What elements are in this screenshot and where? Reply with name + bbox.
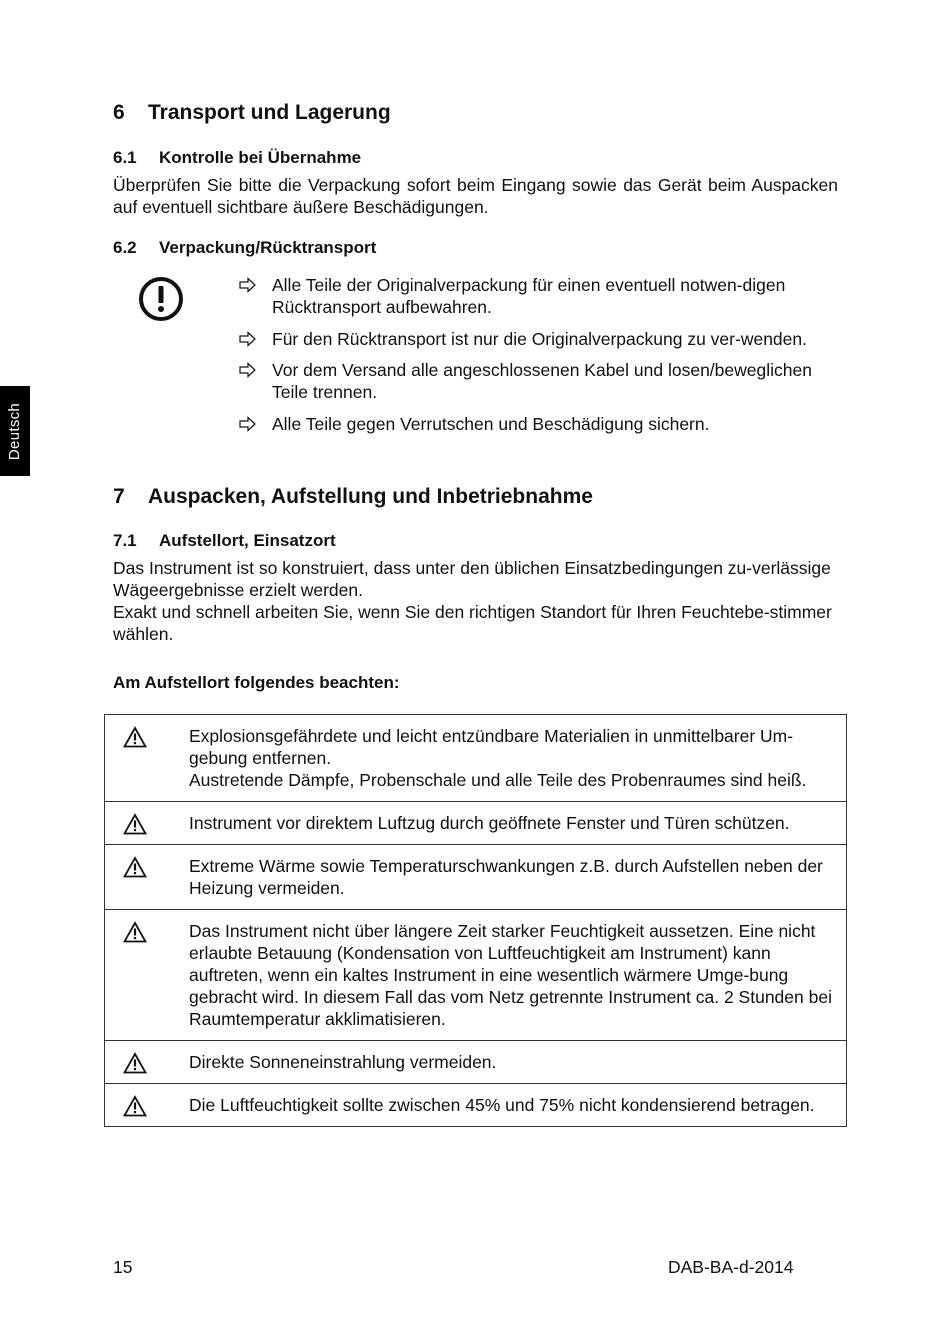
warning-triangle-icon — [123, 813, 147, 835]
warning-text: Extreme Wärme sowie Temperaturschwankungen z.B. durch Aufstellen neben der Heizung vermeiden. — [189, 856, 823, 898]
arrow-right-icon — [238, 274, 258, 296]
exclamation-circle-icon — [138, 276, 184, 322]
warning-text-cell — [180, 845, 847, 910]
warning-triangle-icon — [123, 921, 147, 943]
warning-row — [105, 1041, 847, 1084]
warning-text: Die Luftfeuchtigkeit sollte zwischen 45% und 75% nicht kondensierend betragen. — [189, 1095, 815, 1115]
warning-text: Instrument vor direktem Luftzug durch geöffnete Fenster und Türen schützen. — [189, 813, 790, 833]
section-7-1-text-1: Das Instrument ist so konstruiert, dass unter den üblichen Einsatzbedingungen zu-verlässige Wägeergebnisse erzielt werden. — [113, 558, 831, 600]
section-7-1-heading — [113, 531, 336, 551]
warning-triangle-icon — [123, 726, 147, 748]
section-7-1-text-2: Exakt und schnell arbeiten Sie, wenn Sie den richtigen Standort für Ihren Feuchtebe-stimmer wählen. — [113, 602, 832, 644]
warning-text-cell — [180, 1084, 847, 1127]
section-number: 6 — [113, 101, 125, 124]
warning-text: Direkte Sonneneinstrahlung vermeiden. — [189, 1052, 497, 1072]
warning-row — [105, 845, 847, 910]
warning-icon-cell — [105, 845, 181, 910]
warning-text-cell — [180, 802, 847, 845]
packaging-instructions-list — [236, 274, 816, 444]
subsection-number: 6.2 — [113, 238, 137, 257]
subsection-number: 7.1 — [113, 531, 137, 550]
section-7-heading — [113, 485, 593, 509]
list-item-text: Für den Rücktransport ist nur die Originalverpackung zu ver-wenden. — [272, 328, 807, 349]
warning-text: Austretende Dämpfe, Probenschale und alle Teile des Probenraumes sind heiß. — [189, 770, 807, 790]
section-number: 7 — [113, 485, 125, 508]
section-6-1-text: Überprüfen Sie bitte die Verpackung sofort beim Eingang sowie das Gerät beim Auspacken auf eventuell sichtbare äußere Beschädigungen. — [113, 175, 838, 217]
list-item — [236, 328, 816, 350]
page-number: 15 — [113, 1257, 133, 1277]
arrow-right-icon — [238, 328, 258, 350]
warning-triangle-icon — [123, 1095, 147, 1117]
warning-text-cell — [180, 1041, 847, 1084]
list-item-text: Vor dem Versand alle angeschlossenen Kabel und losen/beweglichen Teile trennen. — [272, 360, 812, 402]
section-6-heading — [113, 101, 391, 125]
list-item-text: Alle Teile gegen Verrutschen und Beschädigung sichern. — [272, 413, 710, 434]
section-6-2-heading — [113, 238, 376, 258]
section-title: Auspacken, Aufstellung und Inbetriebnahme — [148, 485, 593, 508]
section-title: Transport und Lagerung — [148, 101, 391, 124]
warning-text: Das Instrument nicht über längere Zeit starker Feuchtigkeit aussetzen. Eine nicht erlaubte Betauung (Kondensation von Luftfeuchtigkeit am Instrument) kann auftreten, wenn ein kaltes Instrument in eine wesentlich wärmere Umge-bung gebracht wird. In diesem Fall das vom Netz getrennte Instrument ca. 2 Stunden bei Raumtemperatur akklimatisieren. — [189, 921, 832, 1029]
subsection-title: Kontrolle bei Übernahme — [159, 148, 362, 167]
section-6-1-heading — [113, 148, 361, 168]
warning-icon-cell — [105, 1041, 181, 1084]
arrow-right-icon — [238, 413, 258, 435]
document-id: DAB-BA-d-2014 — [668, 1257, 794, 1277]
warning-text-cell — [180, 910, 847, 1041]
warning-icon-cell — [105, 715, 181, 802]
language-side-tab — [0, 386, 30, 476]
list-item — [236, 274, 816, 318]
arrow-right-icon — [238, 359, 258, 381]
language-tab-label: Deutsch — [6, 402, 24, 460]
warning-triangle-icon — [123, 856, 147, 878]
warning-row — [105, 715, 847, 802]
warning-row — [105, 802, 847, 845]
subsection-number: 6.1 — [113, 148, 137, 167]
warning-row — [105, 910, 847, 1041]
warning-icon-cell — [105, 802, 181, 845]
list-item — [236, 413, 816, 435]
list-item-text: Alle Teile der Originalverpackung für einen eventuell notwen-digen Rücktransport aufbewahren. — [272, 275, 786, 317]
subsection-title: Verpackung/Rücktransport — [159, 238, 377, 257]
warning-text-cell — [180, 715, 847, 802]
warning-icon-cell — [105, 1084, 181, 1127]
placement-note-heading: Am Aufstellort folgendes beachten: — [113, 673, 400, 692]
warning-icon-cell — [105, 910, 181, 1041]
warnings-table — [104, 714, 847, 1127]
list-item — [236, 359, 816, 403]
subsection-title: Aufstellort, Einsatzort — [159, 531, 336, 550]
warning-triangle-icon — [123, 1052, 147, 1074]
warning-text: Explosionsgefährdete und leicht entzündbare Materialien in unmittelbarer Um-gebung entfernen. — [189, 726, 794, 768]
warning-row — [105, 1084, 847, 1127]
